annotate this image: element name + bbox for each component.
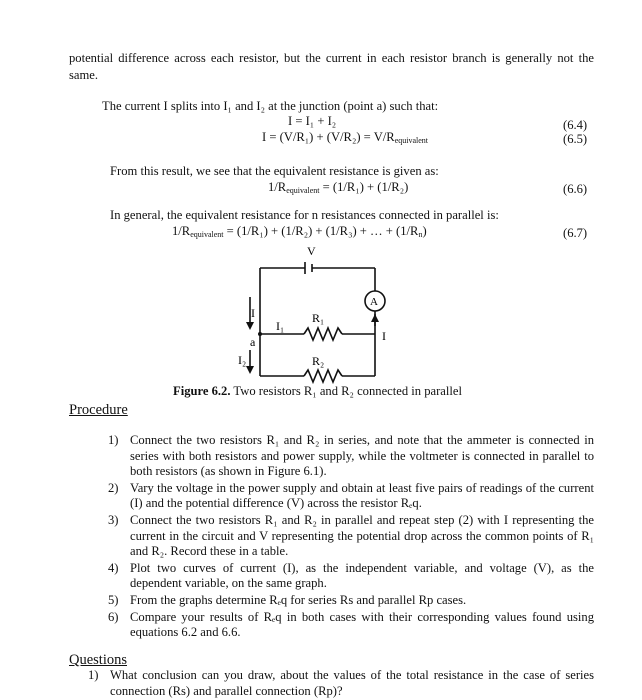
equation-6-4: I = I₁ + I₂: [288, 114, 337, 128]
question-text: What conclusion can you draw, about the values of the total resistance in the case of series connection (Rs) and parallel connection (Rp)?: [110, 668, 594, 698]
equation-6-5-main: I = (V/R₁) + (V/R₂) = V/R: [262, 130, 395, 144]
current-i-right-arrow-head: [371, 314, 379, 322]
junction-dot: [258, 332, 262, 336]
resistor2-label: R₂: [312, 354, 325, 368]
step-text: Connect the two resistors R₁ and R₂ in parallel and repeat step (2) with I representing the current in the circuit and V representing the potential drop across the common points of R₁ and R₂. Record these in a table.: [130, 512, 594, 559]
equation-6-6-lhs-sub: equivalent: [286, 186, 320, 195]
figure-caption-label: Figure 6.2.: [173, 384, 231, 398]
current-i2-arrow-head: [246, 366, 254, 374]
question-number: 1): [88, 668, 99, 682]
equation-number-6-7: (6.7): [563, 226, 588, 240]
procedure-step: [108, 610, 594, 641]
step-number: 1): [108, 433, 119, 447]
junction-label: a: [250, 335, 256, 349]
equation-6-7-end: ): [422, 224, 427, 238]
step-text: Connect the two resistors R₁ and R₂ in series, and note that the ammeter is connected in series with both resistors and power supply, while the voltmeter is connected in parallel to both resistors (as shown in Figure 6.1).: [130, 433, 594, 479]
procedure-list: [108, 433, 594, 642]
procedure-heading: Procedure: [69, 402, 128, 418]
intro-paragraph: [69, 50, 594, 84]
questions-heading: Questions: [69, 652, 127, 668]
intro-text: potential difference across each resistor, but the current in each resistor branch is generally not the same.: [69, 51, 594, 82]
questions-list: [88, 668, 594, 700]
equation-6-6-rhs: = (1/R₁) + (1/R₂): [319, 180, 409, 194]
equation-number-6-4: (6.4): [563, 118, 588, 132]
resistor1-label: R₁: [312, 311, 325, 325]
ammeter-label: A: [370, 296, 378, 308]
voltage-label: V: [307, 244, 316, 258]
current-i-arrow-head: [246, 322, 254, 330]
procedure-step: [108, 481, 594, 512]
equation-6-7: [172, 224, 427, 239]
result-text: From this result, we see that the equivalent resistance is given as:: [110, 164, 439, 178]
equation-6-7-rhs: = (1/R₁) + (1/R₂) + (1/R₃) + … + (1/R: [223, 224, 419, 238]
resistor-r2-symbol: [304, 370, 342, 382]
general-text: In general, the equivalent resistance for n resistances connected in parallel is:: [110, 208, 499, 222]
equation-6-7-rhs-sub: n: [418, 230, 423, 239]
step-number: 5): [108, 592, 119, 607]
equation-6-6-lhs: 1/R: [268, 180, 287, 194]
current-branch1-label: I₁: [276, 319, 285, 333]
split-text: The current I splits into I₁ and I₂ at the junction (point a) such that:: [102, 99, 439, 113]
equation-number-6-6: (6.6): [563, 182, 588, 196]
question-item: [88, 668, 594, 699]
parallel-circuit-diagram: [240, 242, 400, 388]
equation-number-6-5: (6.5): [563, 132, 588, 146]
step-text: Vary the voltage in the power supply and obtain at least five pairs of readings of the current (I) and the potential difference (V) across the resistor Rₑq.: [130, 480, 594, 511]
step-number: 6): [108, 609, 119, 624]
resistor-r1-symbol: [304, 328, 342, 340]
equation-6-5-sub: equivalent: [394, 136, 429, 145]
step-number: 3): [108, 512, 119, 527]
equation-6-7-lhs-sub: equivalent: [190, 230, 224, 239]
step-text: From the graphs determine Rₑq for series Rs and parallel Rp cases.: [130, 592, 467, 607]
figure-caption: [173, 384, 462, 399]
procedure-step: [108, 433, 594, 480]
current-right-label: I: [382, 329, 386, 343]
step-text: Compare your results of Rₑq in both cases with their corresponding values found using equations 6.2 and 6.6.: [130, 609, 594, 640]
equation-6-7-lhs: 1/R: [172, 224, 191, 238]
step-number: 4): [108, 560, 119, 575]
current-left-label: I: [251, 306, 255, 320]
procedure-step: [108, 593, 594, 609]
step-number: 2): [108, 480, 119, 495]
procedure-step: [108, 561, 594, 592]
equation-6-6: [268, 180, 408, 195]
step-text: Plot two curves of current (I), as the independent variable, and voltage (V), as the dependent variable, on the same graph.: [130, 560, 594, 591]
figure-caption-text: Two resistors R₁ and R₂ connected in parallel: [230, 384, 462, 398]
current-branch2-label: I₂: [238, 353, 247, 367]
procedure-step: [108, 513, 594, 560]
equation-6-5: [262, 130, 428, 145]
